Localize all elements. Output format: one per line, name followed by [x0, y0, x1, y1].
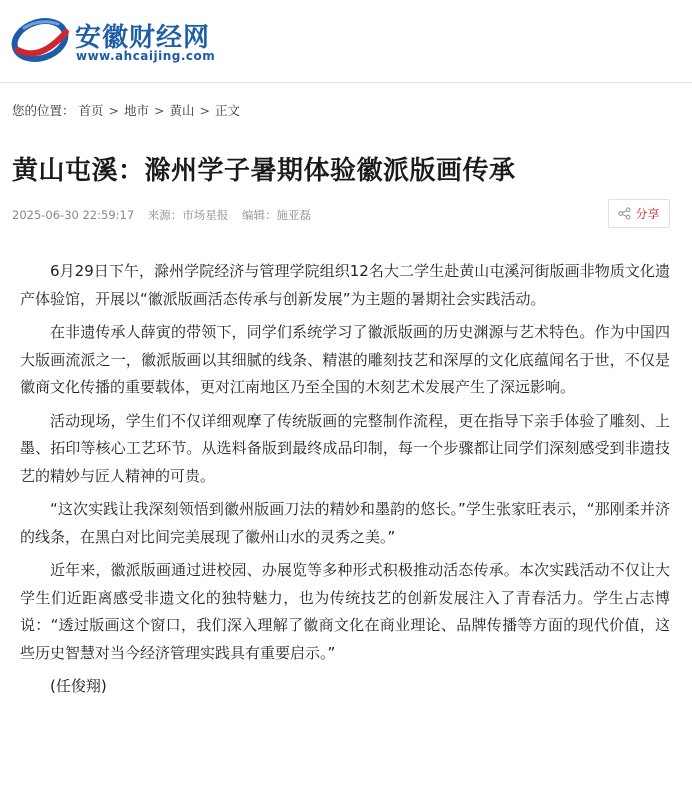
breadcrumb-city[interactable]: 地市 — [124, 103, 150, 118]
logo-url: www.ahcaijing.com — [76, 49, 216, 63]
source-label: 来源： — [147, 208, 183, 222]
source-value: 市场星报 — [182, 208, 229, 222]
breadcrumb-huangshan[interactable]: 黄山 — [169, 103, 195, 118]
header-divider — [0, 82, 692, 83]
breadcrumb-current: 正文 — [215, 103, 241, 118]
article-body — [20, 258, 670, 707]
breadcrumb-home[interactable]: 首页 — [78, 103, 104, 118]
article-meta — [12, 207, 321, 223]
logo-text: 安徽财经网 — [75, 23, 211, 53]
editor-value: 施亚磊 — [276, 208, 311, 222]
article-paragraph: 6月29日下午，滁州学院经济与管理学院组织12名大二学生赴黄山屯溪河街版画非物质文化遗产体验馆，开展以“徽派版画活态传承与创新发展”为主题的暑期社会实践活动。 — [20, 262, 670, 308]
breadcrumb-separator: > — [108, 103, 119, 118]
breadcrumb-prefix: 您的位置： — [12, 103, 75, 118]
logo-emblem-icon — [10, 10, 72, 68]
article-paragraph: 活动现场，学生们不仅详细观摩了传统版画的完整制作流程，更在指导下亲手体验了雕刻、上墨、拓印等核心工艺环节。从选料备版到最终成品印制，每一个步骤都让同学们深刻感受到非遗技艺的精妙与匠人精神的可贵。 — [20, 411, 670, 485]
article-paragraph: 近年来，徽派版画通过进校园、办展览等多种形式积极推动活态传承。本次实践活动不仅让大学生们近距离感受非遗文化的独特魅力，也为传统技艺的创新发展注入了青春活力。学生占志博说：“透过版画这个窗口，我们深入理解了徽商文化在商业理论、品牌传播等方面的现代价值，这些历史智慧对当今经济管理实践具有重要启示。” — [20, 561, 670, 662]
share-button[interactable] — [608, 199, 670, 228]
breadcrumb-separator: > — [154, 103, 165, 118]
article-paragraph: 在非遗传承人薛寅的带领下，同学们系统学习了徽派版画的历史渊源与艺术特色。作为中国四大版画流派之一，徽派版画以其细腻的线条、精湛的雕刻技艺和深厚的文化底蕴闻名于世，不仅是徽商文化传播的重要载体，更对江南地区乃至全国的木刻艺术发展产生了深远影响。 — [20, 323, 670, 396]
site-header — [0, 0, 692, 80]
article-title: 黄山屯溪：滁州学子暑期体验徽派版画传承 — [12, 156, 516, 186]
breadcrumb-separator: > — [199, 103, 210, 118]
editor-label: 编辑： — [241, 208, 277, 222]
share-label: 分享 — [635, 207, 660, 221]
site-logo[interactable] — [10, 8, 230, 68]
publish-date: 2025-06-30 22:59:17 — [12, 208, 135, 222]
article-paragraph: “这次实践让我深刻领悟到徽州版画刀法的精妙和墨韵的悠长。”学生张家旺表示，“那刚柔并济的线条，在黑白对比间完美展现了徽州山水的灵秀之美。” — [20, 500, 670, 546]
breadcrumb — [12, 101, 240, 119]
article-author: (任俊翔) — [50, 677, 107, 695]
share-icon — [618, 207, 631, 220]
